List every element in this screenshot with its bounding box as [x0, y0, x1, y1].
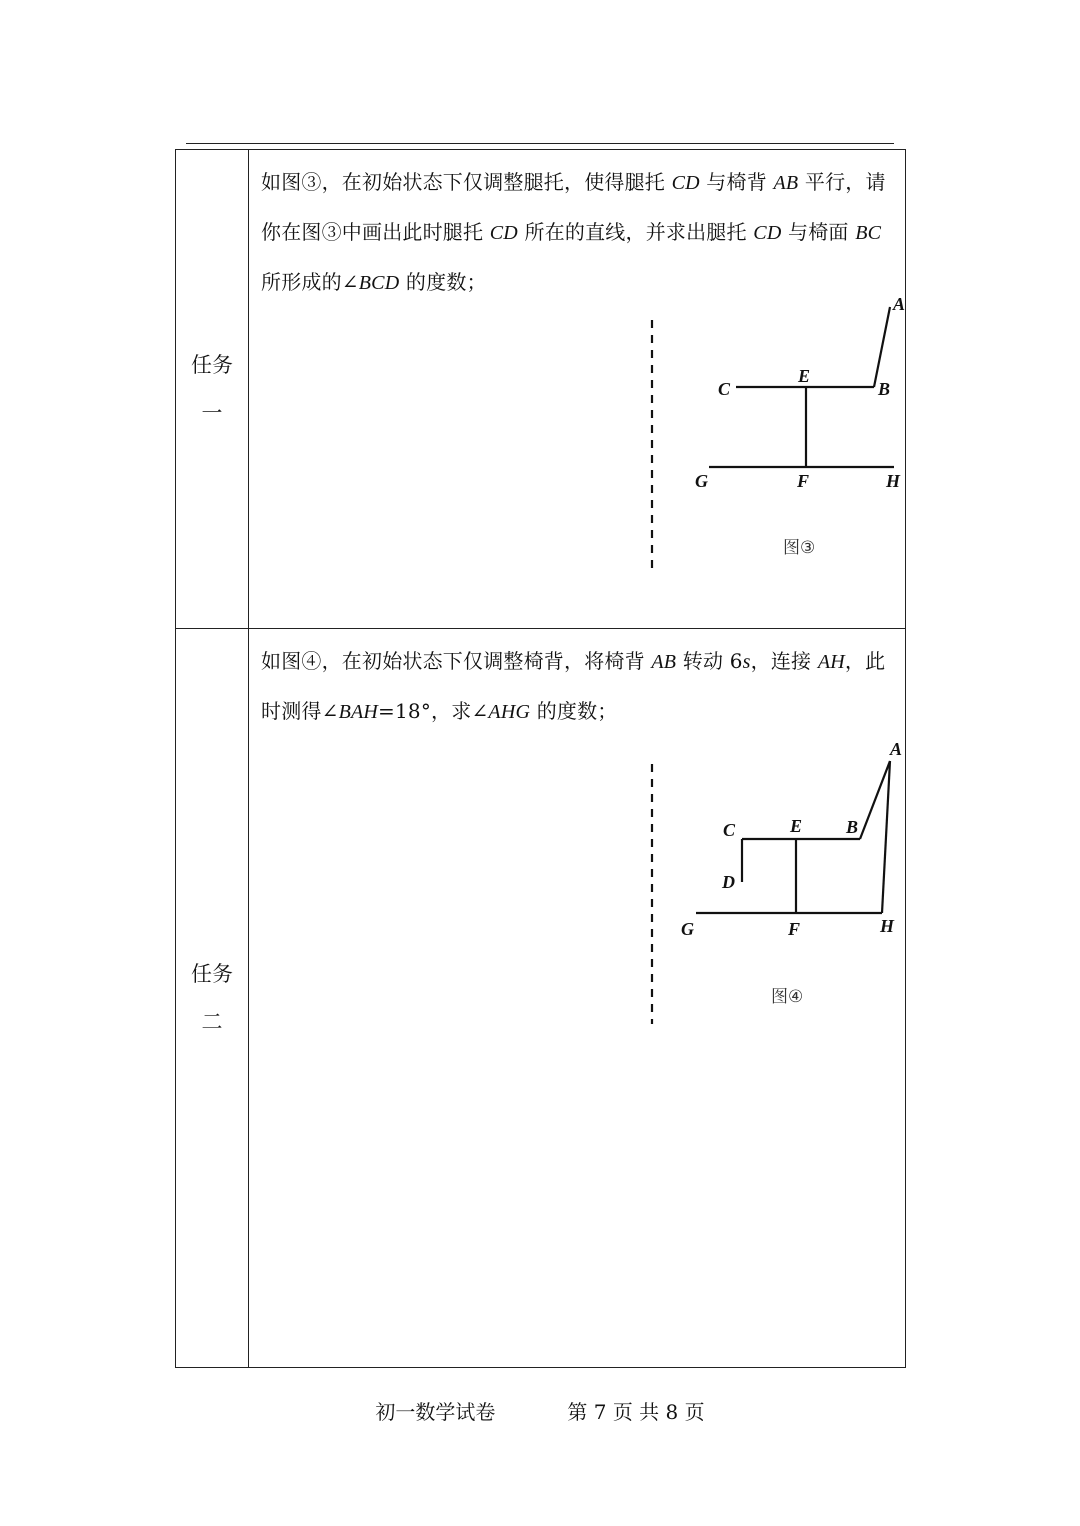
task1-text-run: BC: [855, 222, 882, 244]
task1-text-run: 与椅背: [699, 170, 774, 194]
figure-4-caption: 图④: [771, 987, 804, 1007]
task2-text-run: BAH: [338, 701, 379, 723]
label-H: H: [886, 471, 901, 491]
task1-text-run: 所在的直线，并求出腿托: [517, 220, 754, 244]
label-E: E: [790, 816, 803, 836]
task1-text-run: 所形成的∠: [261, 270, 359, 294]
task1-text-run: CD: [753, 222, 782, 244]
task-row-1: [176, 150, 906, 629]
task-label-2: [176, 629, 249, 1368]
footer-page-info: 第 7 页 共 8 页: [567, 1400, 705, 1424]
task-content-1: [249, 150, 906, 629]
task-label-1-line2: 一: [201, 401, 223, 425]
task2-text-run: ，此时测得∠: [261, 649, 886, 723]
task-2-question: [261, 637, 901, 737]
task1-text-run: CD: [671, 172, 700, 194]
task-row-2: [176, 629, 906, 1368]
task1-text-run: 与椅面: [781, 220, 856, 244]
task-content-2: [249, 629, 906, 1368]
backrest-AB: [874, 307, 890, 387]
label-F: F: [788, 919, 801, 939]
task1-text-run: 的度数；: [399, 270, 487, 294]
figure-3: [644, 295, 964, 595]
task2-text-run: AHG: [488, 701, 531, 723]
task-label-1: [176, 150, 249, 629]
task1-text-run: 平行，请你在图③中画出此时腿托: [261, 170, 886, 244]
task2-text-run: 转动 6: [676, 649, 743, 673]
task2-text-run: =18°，求∠: [378, 699, 489, 723]
label-F: F: [797, 471, 810, 491]
task2-text-run: 如图④，在初始状态下仅调整椅背，将椅背: [261, 649, 652, 673]
task1-text-run: 如图③，在初始状态下仅调整腿托，使得腿托: [261, 170, 672, 194]
task2-text-run: 的度数；: [530, 699, 618, 723]
task1-text-run: AB: [773, 172, 799, 194]
label-B: B: [846, 817, 859, 837]
label-A: A: [890, 739, 903, 759]
label-A: A: [893, 294, 906, 314]
label-H: H: [880, 916, 895, 936]
header-rule: [186, 143, 894, 144]
figure-4: [644, 739, 964, 1039]
page-footer: [0, 1396, 1080, 1425]
task-label-2-line1: 任务: [191, 962, 233, 986]
label-B: B: [878, 379, 891, 399]
task-1-question: [261, 158, 901, 308]
task-label-2-line2: 二: [201, 1010, 223, 1034]
label-C: C: [718, 379, 731, 399]
label-G: G: [681, 919, 694, 939]
footer-title: 初一数学试卷: [375, 1400, 496, 1424]
task-table: [175, 149, 906, 1368]
label-E: E: [798, 366, 811, 386]
task1-text-run: CD: [489, 222, 518, 244]
label-D: D: [722, 872, 735, 892]
label-G: G: [695, 471, 708, 491]
task2-text-run: s: [742, 651, 751, 673]
task2-text-run: AH: [817, 651, 845, 673]
task-label-1-line1: 任务: [191, 353, 233, 377]
label-C: C: [723, 820, 736, 840]
task2-text-run: ，连接: [750, 649, 818, 673]
figure-3-caption: 图③: [783, 538, 816, 558]
segment-AH: [882, 761, 890, 913]
task2-text-run: AB: [651, 651, 677, 673]
task1-text-run: BCD: [358, 272, 400, 294]
